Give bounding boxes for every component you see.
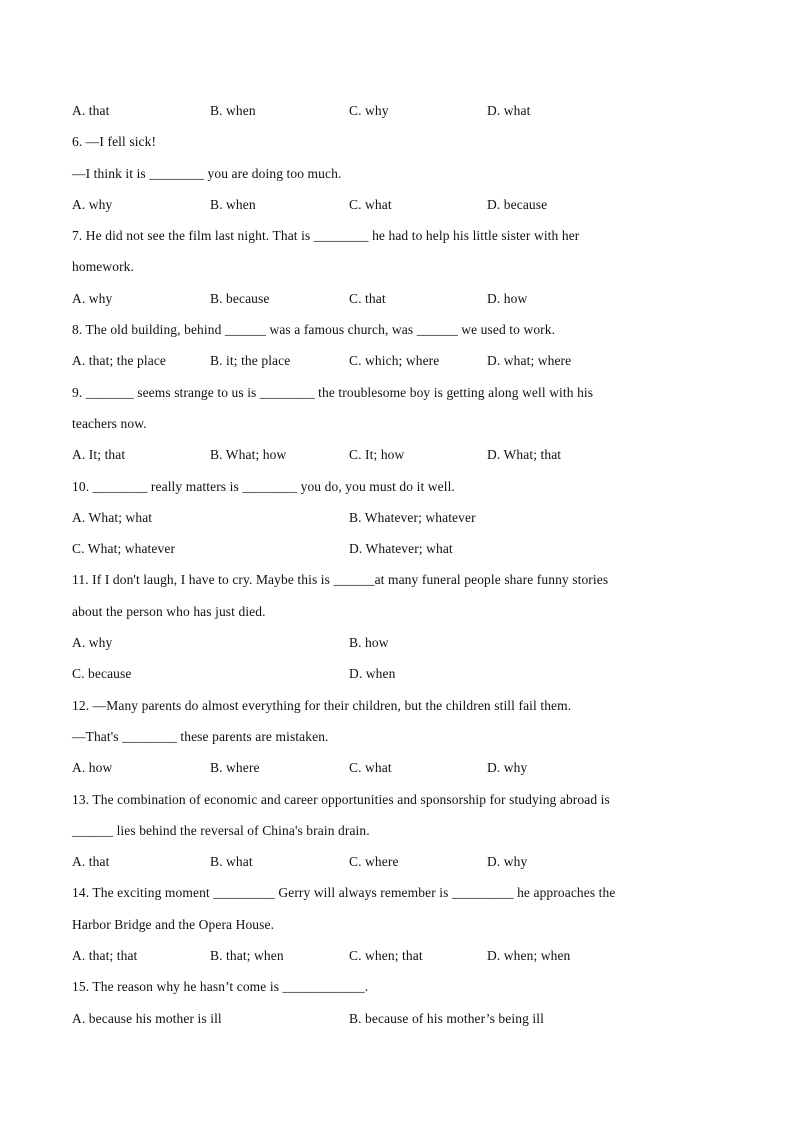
question-text-line: about the person who has just died. bbox=[72, 603, 266, 619]
answer-option: C. that bbox=[349, 290, 386, 306]
answer-option: C. when; that bbox=[349, 948, 423, 964]
question-text-line: 11. If I don't laugh, I have to cry. Maybe this is ______at many funeral people share funny stories bbox=[72, 572, 609, 588]
answer-option: B. because of his mother’s being ill bbox=[349, 1010, 544, 1026]
answer-option: A. why bbox=[72, 635, 113, 651]
answer-option: A. that bbox=[72, 103, 110, 118]
question-text-line: 12. —Many parents do almost everything for their children, but the children still fail them. bbox=[72, 697, 572, 713]
answer-option: D. why bbox=[487, 760, 528, 776]
answer-option: B. What; how bbox=[210, 447, 287, 463]
answer-options-row bbox=[72, 940, 722, 971]
answer-option: B. what bbox=[210, 854, 253, 870]
answer-option: A. why bbox=[72, 196, 113, 212]
answer-option: A. how bbox=[72, 760, 113, 776]
answer-option: D. when bbox=[349, 666, 396, 682]
answer-option: B. that; when bbox=[210, 948, 284, 964]
answer-options-row bbox=[72, 189, 722, 220]
answer-option: A. why bbox=[72, 290, 113, 306]
answer-option: A. that; the place bbox=[72, 353, 167, 369]
answer-options-row bbox=[72, 658, 722, 689]
answer-option: C. which; where bbox=[349, 353, 440, 369]
question-text-line: —I think it is ________ you are doing too much. bbox=[72, 165, 342, 181]
answer-option: B. when bbox=[210, 196, 256, 212]
answer-option: D. what bbox=[487, 103, 531, 118]
answer-options-row bbox=[72, 283, 722, 314]
answer-option: A. What; what bbox=[72, 509, 153, 525]
answer-option: C. what bbox=[349, 760, 392, 776]
answer-option: C. What; whatever bbox=[72, 541, 176, 557]
answer-option: D. how bbox=[487, 290, 528, 306]
answer-options-row bbox=[72, 627, 722, 658]
answer-options-row bbox=[72, 95, 722, 126]
answer-option: D. Whatever; what bbox=[349, 541, 453, 557]
answer-option: B. how bbox=[349, 635, 389, 651]
answer-option: D. What; that bbox=[487, 447, 562, 463]
answer-option: B. it; the place bbox=[210, 353, 291, 369]
question-text-line: 15. The reason why he hasn’t come is ____________. bbox=[72, 979, 369, 995]
answer-options-row bbox=[72, 846, 722, 877]
answer-option: B. when bbox=[210, 103, 256, 118]
answer-options-row bbox=[72, 439, 722, 470]
question-text-line: 9. _______ seems strange to us is ________ the troublesome boy is getting along well with his bbox=[72, 384, 594, 400]
question-page bbox=[72, 95, 722, 1034]
answer-option: C. what bbox=[349, 196, 392, 212]
question-text-line: teachers now. bbox=[72, 415, 147, 431]
answer-option: B. Whatever; whatever bbox=[349, 509, 476, 525]
answer-option: A. because his mother is ill bbox=[72, 1010, 222, 1026]
question-text-line: 6. —I fell sick! bbox=[72, 134, 157, 150]
answer-option: C. because bbox=[72, 666, 132, 682]
question-text-line: ______ lies behind the reversal of China's brain drain. bbox=[72, 822, 370, 838]
answer-options-row bbox=[72, 752, 722, 783]
answer-option: B. where bbox=[210, 760, 260, 776]
question-text-line: 7. He did not see the film last night. That is ________ he had to help his little sister with her bbox=[72, 228, 580, 244]
question-text-line: 14. The exciting moment _________ Gerry will always remember is _________ he approaches the bbox=[72, 885, 616, 901]
question-text-line: 10. ________ really matters is ________ you do, you must do it well. bbox=[72, 478, 455, 494]
answer-options-row bbox=[72, 345, 722, 376]
answer-option: D. what; where bbox=[487, 353, 572, 369]
answer-option: C. It; how bbox=[349, 447, 405, 463]
answer-option: A. that bbox=[72, 854, 110, 870]
question-text-line: —That's ________ these parents are mistaken. bbox=[72, 728, 329, 744]
question-text-line: Harbor Bridge and the Opera House. bbox=[72, 916, 275, 932]
answer-option: D. because bbox=[487, 196, 548, 212]
question-text-line: homework. bbox=[72, 259, 135, 275]
question-text-line: 13. The combination of economic and career opportunities and sponsorship for studying abroad is bbox=[72, 791, 610, 807]
answer-option: D. why bbox=[487, 854, 528, 870]
answer-option: A. It; that bbox=[72, 447, 126, 463]
answer-options-row bbox=[72, 502, 722, 533]
answer-option: C. where bbox=[349, 854, 399, 870]
answer-options-row bbox=[72, 1003, 722, 1034]
answer-option: A. that; that bbox=[72, 948, 138, 964]
answer-option: C. why bbox=[349, 103, 389, 118]
question-text-line: 8. The old building, behind ______ was a famous church, was ______ we used to work. bbox=[72, 322, 556, 338]
answer-options-row bbox=[72, 533, 722, 564]
answer-option: D. when; when bbox=[487, 948, 571, 964]
answer-option: B. because bbox=[210, 290, 270, 306]
